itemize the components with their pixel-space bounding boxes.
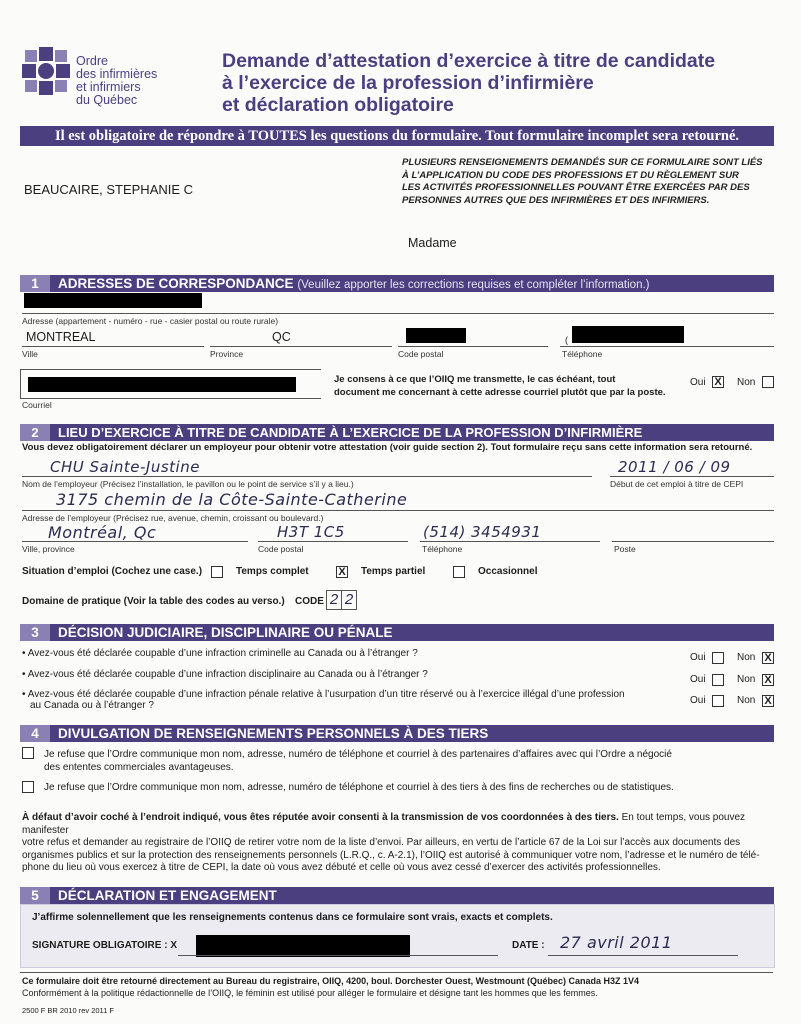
logo-line-3: et infirmiers <box>76 80 141 94</box>
employer-city-label: Ville, province <box>22 544 75 554</box>
city-label: Ville <box>22 349 38 359</box>
paragraph-line-1: En tout temps, vous pouvez manifester <box>22 812 746 836</box>
refuse-partners-line-2: des ententes commerciales avantageuses. <box>44 762 234 773</box>
question-criminal: • Avez-vous été déclarée coupable d’une infraction criminelle au Canada ou à l’étranger ? <box>22 648 418 659</box>
q2-non-checkbox[interactable]: X <box>762 674 774 686</box>
section-4-number: 4 <box>20 725 50 742</box>
title-line-2: à l’exercice de la profession d’infirmière <box>222 72 594 94</box>
employer-postal-label: Code postal <box>258 544 304 554</box>
mandatory-banner: Il est obligatoire de répondre à TOUTES les questions du formulaire. Tout formulaire incomplet sera retourné. <box>20 126 774 146</box>
oiiq-logo-icon <box>22 47 70 95</box>
title-line-3: et déclaration obligatoire <box>222 94 454 116</box>
redacted-address <box>24 293 202 308</box>
email-consent-text <box>334 374 666 399</box>
consent-non-label: Non <box>737 377 756 388</box>
refuse-partners-text <box>44 748 672 774</box>
logo-line-1: Ordre <box>76 54 108 68</box>
footer-return-address: Ce formulaire doit être retourné directement au Bureau du registraire, OIIQ, 4200, boul. Dorchester Ouest, Westmount (Québec) Canada H3Z 1V4 <box>22 976 639 986</box>
consent-oui-checkbox[interactable]: X <box>712 376 724 388</box>
consent-non-checkbox[interactable] <box>762 376 774 388</box>
notice-line-4: PERSONNES AUTRES QUE DES INFIRMIÈRES ET DES INFIRMIERS. <box>402 194 710 206</box>
employer-city-value[interactable]: Montréal, Qc <box>48 523 157 542</box>
section-2-title: LIEU D’EXERCICE À TITRE DE CANDIDATE À L’EXERCICE DE LA PROFESSION D’INFIRMIÈRE <box>58 425 643 440</box>
occasional-checkbox[interactable] <box>453 566 465 578</box>
employment-situation-label: Situation d’emploi (Cochez une case.) <box>22 566 203 577</box>
applicant-name: BEAUCAIRE, STEPHANIE C <box>24 182 194 197</box>
section-2-number: 2 <box>20 424 50 441</box>
section-1-header <box>20 275 774 292</box>
employer-phone-label: Téléphone <box>422 544 463 554</box>
city-value[interactable]: MONTREAL <box>26 330 96 344</box>
paragraph-line-3: organismes publics et sur la protection des renseignements personnels (L.R.Q., c. A-2.1), l’OIIQ est autorisé à communiquer votre nom, l’adresse et le numéro de télé- <box>22 849 760 861</box>
notice-line-2: À L’APPLICATION DU CODE DES PROFESSIONS ET DU RÈGLEMENT SUR <box>402 169 739 181</box>
province-value[interactable]: QC <box>272 330 291 344</box>
third-party-paragraph <box>22 812 782 875</box>
employer-label: Nom de l’employeur (Précisez l’installation, le pavillon ou le point de service s’il y a lieu.) <box>22 479 354 489</box>
section-5-header <box>20 887 774 904</box>
province-label: Province <box>210 349 244 359</box>
section-3-title: DÉCISION JUDICIAIRE, DISCIPLINAIRE OU PÉNALE <box>58 625 393 640</box>
full-time-label: Temps complet <box>236 566 309 577</box>
consent-line-2: document me concernant à cette adresse courriel plutôt que par la poste. <box>334 386 666 398</box>
employer-poste-label: Poste <box>614 544 636 554</box>
form-title <box>222 50 715 116</box>
salutation: Madame <box>408 236 457 250</box>
redacted-email <box>28 377 296 392</box>
section-5-number: 5 <box>20 887 50 904</box>
employer-postal-value[interactable]: H3T 1C5 <box>277 523 345 541</box>
q1-oui-checkbox[interactable] <box>712 652 724 664</box>
refuse-research-text: Je refuse que l’Ordre communique mon nom, adresse, numéro de téléphone et courriel à des tiers à des fins de recherches ou de statistiques. <box>44 782 674 793</box>
refuse-partners-line-1: Je refuse que l’Ordre communique mon nom, adresse, numéro de téléphone et courriel à des partenaires d’affaires avec qui l’Ordre a négocié <box>44 749 672 760</box>
section-3-number: 3 <box>20 624 50 641</box>
declaration-statement: J’affirme solennellement que les renseignements contenus dans ce formulaire sont vrais, exacts et complets. <box>32 912 553 923</box>
notice-line-1: PLUSIEURS RENSEIGNEMENTS DEMANDÉS SUR CE FORMULAIRE SONT LIÉS <box>402 157 763 168</box>
q2-oui-checkbox[interactable] <box>712 674 724 686</box>
employer-address-value[interactable]: 3175 chemin de la Côte-Sainte-Catherine <box>56 490 408 509</box>
section-5-title: DÉCLARATION ET ENGAGEMENT <box>58 888 277 903</box>
title-line-1: Demande d’attestation d’exercice à titre de candidate <box>222 50 716 72</box>
employer-phone-value[interactable]: (514) 3454931 <box>423 523 542 541</box>
date-label: DATE : <box>512 940 545 951</box>
logo-line-2: des infirmières <box>76 67 158 81</box>
redacted-signature <box>196 935 410 957</box>
consent-oui-label: Oui <box>690 377 706 388</box>
section-3-header <box>20 624 774 641</box>
full-time-checkbox[interactable] <box>211 566 223 578</box>
legal-notice <box>402 157 774 207</box>
question-penal <box>22 689 625 711</box>
section-1-title: ADRESSES DE CORRESPONDANCE <box>58 276 294 291</box>
footer-gender-note: Conformément à la politique rédactionnelle de l’OIIQ, le féminin est utilisé pour alléger le formulaire et désigne tant les hommes que les femmes. <box>22 988 598 998</box>
section-1-number: 1 <box>20 275 50 292</box>
signature-label: SIGNATURE OBLIGATOIRE : X <box>32 940 178 951</box>
code-digit-1[interactable]: 2 <box>326 590 342 610</box>
practice-domain-label: Domaine de pratique (Voir la table des codes au verso.) <box>22 596 285 607</box>
form-code: 2500 F BR 2010 rev 2011 F <box>22 1006 114 1015</box>
start-date-label: Début de cet emploi à titre de CEPI <box>610 479 744 489</box>
refuse-research-checkbox[interactable] <box>22 781 34 793</box>
q1-non-label: Non <box>737 652 756 663</box>
redacted-phone <box>572 326 684 343</box>
employer-address-label: Adresse de l’employeur (Précisez rue, avenue, chemin, croissant ou boulevard.) <box>22 513 324 523</box>
postal-label: Code postal <box>398 349 444 359</box>
paragraph-line-4: phone du lieu où vous exercez à titre de CEPI, la date où vous avez débuté et celle où vous avez cessé d’exercer des activités professionnelles. <box>22 862 661 873</box>
paragraph-bold: À défaut d’avoir coché à l’endroit indiqué, vous êtes réputée avoir consenti à la transmission de vos coordonnées à des tiers. <box>22 812 619 823</box>
employer-value[interactable]: CHU Sainte-Justine <box>50 458 200 476</box>
part-time-checkbox[interactable]: X <box>336 566 348 578</box>
start-date-value[interactable]: 2011 / 06 / 09 <box>618 458 731 476</box>
code-digit-2[interactable]: 2 <box>341 590 357 610</box>
code-label: CODE <box>295 596 324 607</box>
q3-oui-checkbox[interactable] <box>712 695 724 707</box>
phone-label: Téléphone <box>562 349 603 359</box>
section-1-subtitle: (Veuillez apporter les corrections requises et compléter l’information.) <box>297 279 650 291</box>
section-2-instruction: Vous devez obligatoirement déclarer un employeur pour obtenir votre attestation (voir guide section 2). Tout formulaire reçu sans cette information sera retourné. <box>22 442 753 453</box>
consent-line-1: Je consens à ce que l’OIIQ me transmette, le cas échéant, tout <box>334 374 616 385</box>
question-penal-line-2: au Canada ou à l’étranger ? <box>30 700 154 711</box>
q2-oui-label: Oui <box>690 674 706 685</box>
footer-divider <box>20 972 773 973</box>
q3-non-label: Non <box>737 695 756 706</box>
logo-text <box>76 55 157 107</box>
email-label: Courriel <box>22 400 52 410</box>
date-value[interactable]: 27 avril 2011 <box>560 933 673 952</box>
section-4-title: DIVULGATION DE RENSEIGNEMENTS PERSONNELS À DES TIERS <box>58 726 489 741</box>
paragraph-line-2: votre refus et demander au registraire de l’OIIQ de retirer votre nom de la liste d’envoi. Par ailleurs, en vertu de l’article 67 de la Loi sur l’accès aux documents des <box>22 837 741 848</box>
phone-paren: ( <box>565 335 568 345</box>
q1-non-checkbox[interactable]: X <box>762 652 774 664</box>
address-label: Adresse (appartement - numéro - rue - casier postal ou route rurale) <box>22 316 279 326</box>
question-disciplinary: • Avez-vous été déclarée coupable d’une infraction disciplinaire au Canada ou à l’étranger ? <box>22 669 428 680</box>
refuse-partners-checkbox[interactable] <box>22 747 34 759</box>
q1-oui-label: Oui <box>690 652 706 663</box>
q3-non-checkbox[interactable]: X <box>762 695 774 707</box>
q3-oui-label: Oui <box>690 695 706 706</box>
logo-line-4: du Québec <box>76 93 138 107</box>
occasional-label: Occasionnel <box>478 566 538 577</box>
q2-non-label: Non <box>737 674 756 685</box>
redacted-postal-code <box>406 328 466 343</box>
part-time-label: Temps partiel <box>361 566 426 577</box>
section-2-header <box>20 424 774 441</box>
section-4-header <box>20 725 774 742</box>
question-penal-line-1: • Avez-vous été déclarée coupable d’une infraction pénale relative à l’usurpation d’un titre réservé ou à l’exercice illégal d’une profession <box>22 689 625 700</box>
notice-line-3: LES ACTIVITÉS PROFESSIONNELLES POUVANT ÊTRE EXERCÉES PAR DES <box>402 182 750 193</box>
